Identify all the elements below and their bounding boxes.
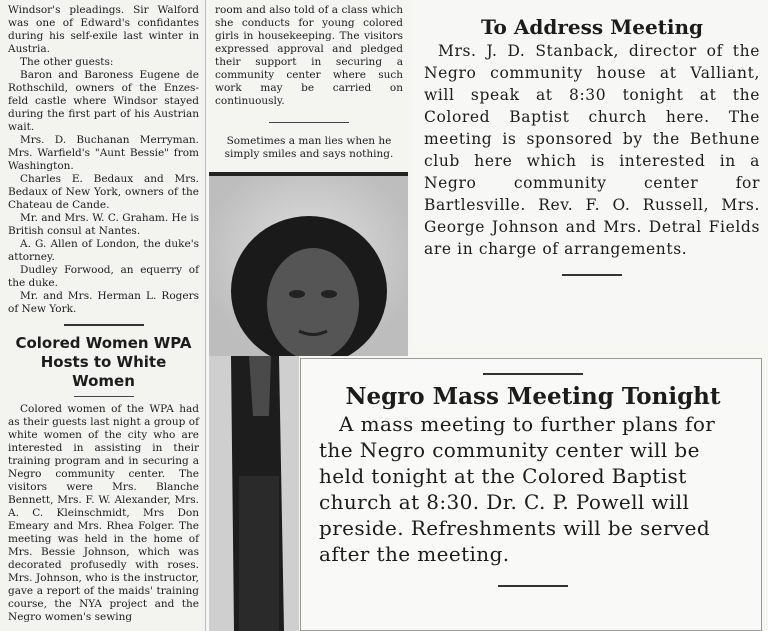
address-meeting-title: To Address Meeting [480, 15, 704, 39]
divider [74, 396, 134, 397]
divider [562, 274, 622, 276]
paragraph: The other guests: [20, 56, 114, 68]
headline-line: Colored Women WPA [15, 334, 192, 352]
paragraph: Baron and Baroness Eugene de Rothschild, owners of the Enzes-feld castle where Windsor stayed during the first part of his Austrian wait. [8, 69, 199, 133]
paragraph: Dudley Forwood, an equerry of the duke. [8, 264, 199, 289]
photo-area [209, 176, 408, 356]
paragraph: Sometimes a man lies when he simply smiles and says nothing. [224, 135, 394, 160]
divider [498, 585, 568, 587]
paragraph: Colored women of the WPA had as their guests last night a group of white women of the city who are interested in assisting in their training program and in securing a Negro community center. The visitors were Mrs. Blanche Bennett, Mrs. F. W. Alexander, Mrs. A. C. Kleinschmidt, Mrs Don Emeary and Mrs. Rhea Folger. The meeting was held in the home of Mrs. Bessie Johnson, which was decorated profusedly with roses. Mrs. Johnson, who is the instructor, gave a report of the maids' training course, the NYA project and the Negro women's sewing [8, 403, 199, 623]
address-meeting-body: Mrs. J. D. Stanback, director of the Negro community house at Valliant, will speak at 8:30 tonight at the Colored Baptist church here. The meeting is sponsored by the Bethune club here which is interested in a Negro community center for Bartlesville. Rev. F. O. Russell, Mrs. George Johnson and Mrs. Detral Fields are in charge of arrangements. [424, 42, 760, 258]
mass-meeting-clipping [300, 358, 762, 631]
paragraph: Charles E. Bedaux and Mrs. Bedaux of New York, owners of the Chateau de Cande. [8, 173, 199, 211]
divider [64, 324, 144, 326]
paragraph: room and also told of a class which she conducts for young colored girls in housekeeping. The visitors expressed approval and pledged their support in securing a community center where such work may be carried on continuously. [215, 4, 403, 107]
portrait-shoulders [209, 356, 299, 631]
paragraph: A. G. Allen of London, the duke's attorney. [8, 238, 199, 263]
mass-meeting-body: A mass meeting to further plans for the Negro community center will be held tonight at the Colored Baptist church at 8:30. Dr. C. P. Powell will preside. Refreshments will be served after the meeting. [319, 412, 716, 566]
left-column [0, 0, 206, 631]
story-continuation [215, 4, 403, 108]
headline-line: Hosts to White Women [40, 353, 167, 390]
paragraph: Mrs. D. Buchanan Merryman. Mrs. Warfield's "Aunt Bessie" from Washington. [8, 134, 199, 172]
filler-item [215, 135, 403, 161]
paragraph: Mr. and Mrs. Herman L. Rogers of New York. [8, 290, 199, 315]
photo-lower [209, 356, 299, 631]
story-body [8, 403, 199, 624]
divider [269, 122, 349, 123]
mass-meeting-title: Negro Mass Meeting Tonight [345, 383, 721, 410]
portrait-photo [209, 176, 408, 356]
address-meeting-clipping [412, 0, 768, 345]
paragraph: Mr. and Mrs. W. C. Graham. He is British consul at Nantes. [8, 212, 199, 237]
guest-list [8, 4, 199, 316]
paragraph: Windsor's pleadings. Sir Walford was one of Edward's confidantes during his self-exile last winter in Austria. [8, 4, 199, 55]
divider [483, 373, 583, 375]
middle-column-text [209, 0, 408, 178]
headline-colored-women [8, 334, 199, 391]
